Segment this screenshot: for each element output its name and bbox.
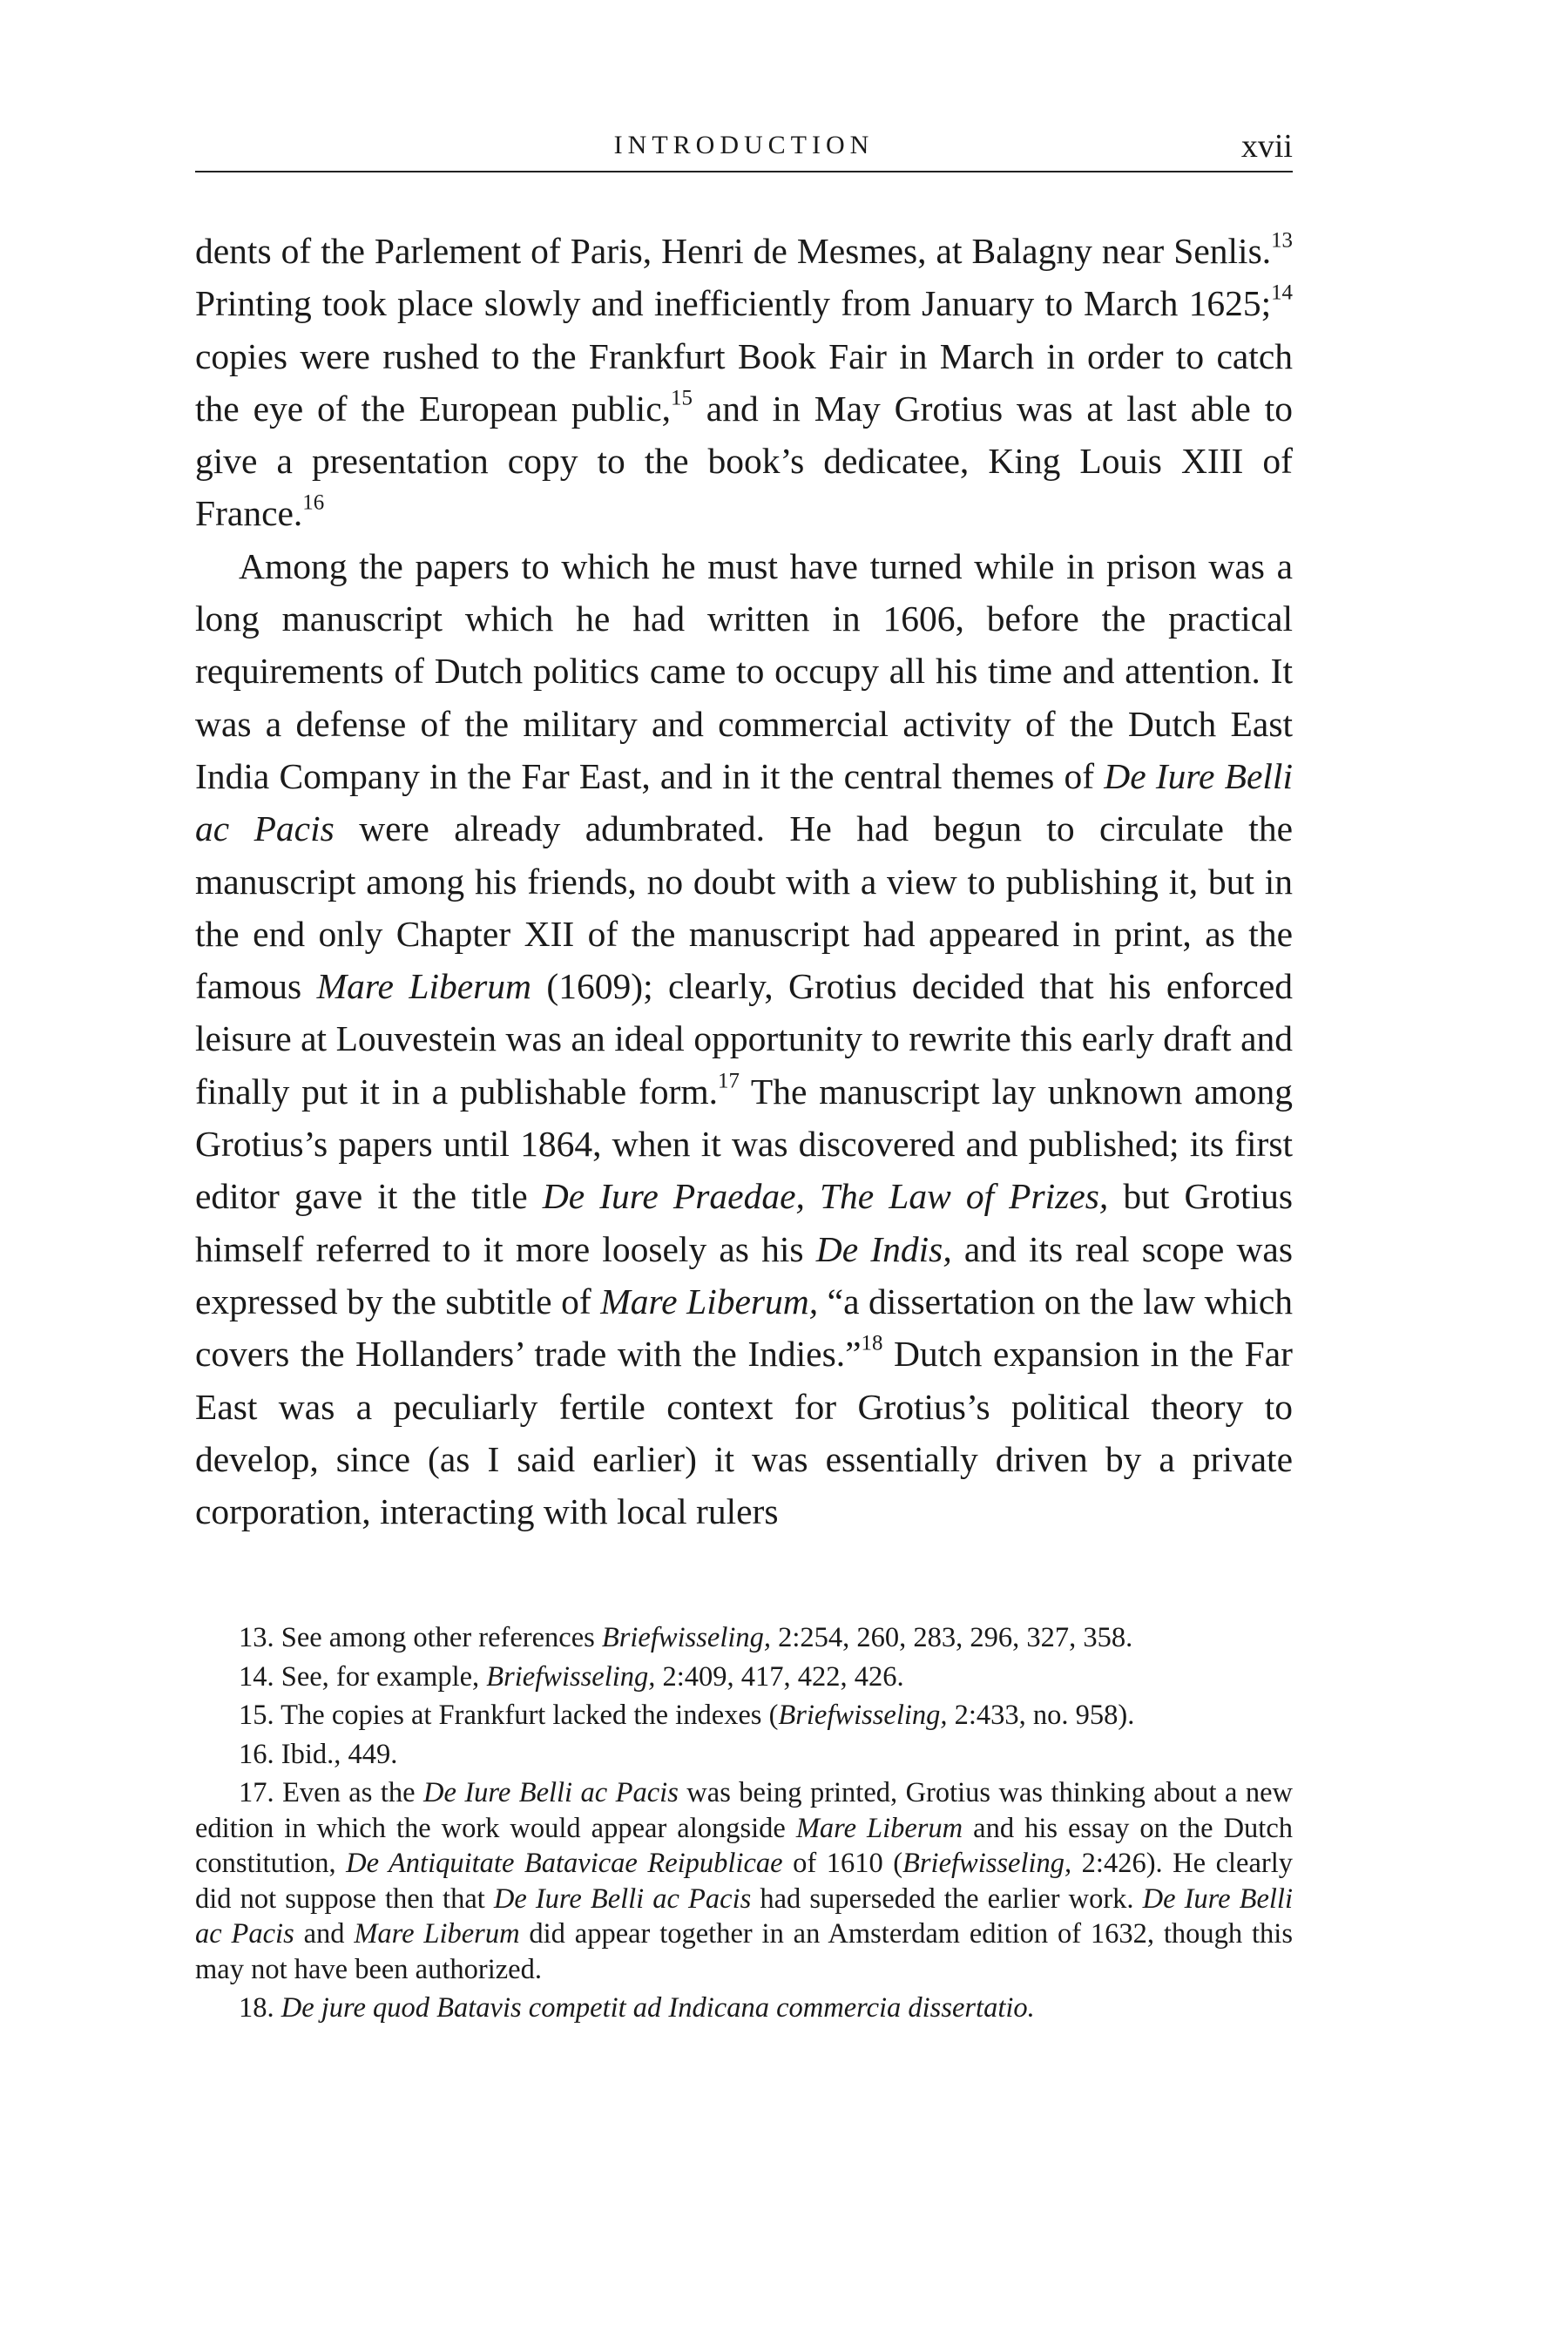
footnotes (195, 1620, 1293, 2030)
italic-title: Briefwisseling, (601, 1622, 772, 1653)
footnote-ref-18[interactable]: 18 (861, 1331, 883, 1355)
text-run: 17. Even as the (239, 1777, 423, 1808)
text-run: and his essay on the Dutch constitution, (195, 1812, 1293, 1879)
text-run: Printing took place slowly and inefficiently from January to March 1625; (195, 283, 1272, 324)
text-run: 2:409, 417, 422, 426. (655, 1660, 904, 1693)
italic-title: Briefwisseling, (778, 1700, 948, 1731)
italic-title: Mare Liberum (316, 966, 532, 1007)
text-run: 16. Ibid., 449. (239, 1738, 398, 1770)
text-run: 2:254, 260, 283, 296, 327, 358. (771, 1622, 1133, 1653)
footnote-ref-15[interactable]: 15 (671, 386, 693, 410)
italic-title: Briefwisseling, (902, 1848, 1072, 1879)
italic-title: De Iure Belli ac Pacis (493, 1882, 752, 1915)
italic-title: De Iure Praedae, The Law of Prizes, (542, 1176, 1109, 1217)
paragraph-1 (195, 225, 1293, 540)
text-run: and its real scope was expressed by the subtitle of (195, 1228, 1293, 1321)
text-run: 14. See, for example, (239, 1660, 487, 1693)
text-run: “a dissertation on the law which covers the Hollanders’ trade with the Indies.” (195, 1281, 1294, 1375)
text-run: 18. (239, 1992, 281, 2024)
footnote-ref-16[interactable]: 16 (302, 490, 325, 515)
main-text (195, 225, 1293, 1538)
text-run: was being printed, Grotius was thinking about a new edition in which the work would appear alongside (195, 1777, 1293, 1844)
text-run: copies were rushed to the Frankfurt Book Fair in March in order to catch the eye of the European public, (195, 335, 1293, 429)
text-run: (1609); clearly, Grotius decided that his enforced leisure at Louvestein was an ideal opportunity to rewrite this early draft and finally put it in a publishable form. (195, 966, 1294, 1112)
text-run: 2:433, no. 958). (947, 1700, 1135, 1731)
footnote-ref-14[interactable]: 14 (1271, 280, 1293, 305)
text-run: had superseded the earlier work. (751, 1882, 1143, 1915)
text-run: were already adumbrated. He had begun to circulate the manuscript among his friends, no doubt with a view to publishing it, but in the end only Chapter XII of the manuscript had appeared in print, as the famous (195, 808, 1293, 1007)
footnote-14 (195, 1659, 1293, 1695)
text-run: 15. The copies at Frankfurt lacked the indexes ( (239, 1700, 779, 1731)
text-run: did appear together in an Amsterdam edition of 1632, though this may not have been authorized. (195, 1918, 1293, 1985)
text-run: The manuscript lay unknown among Grotius’s papers until 1864, when it was discovered and published; its first editor gave it the title (195, 1071, 1293, 1217)
footnote-15 (195, 1698, 1293, 1734)
italic-title: De jure quod Batavis competit ad Indicana commercia dissertatio. (280, 1992, 1035, 2024)
italic-title: Mare Liberum, (600, 1281, 819, 1321)
italic-title: Mare Liberum (354, 1918, 520, 1950)
paragraph-2 (195, 540, 1293, 1538)
italic-title: De Iure Belli ac Pacis (195, 755, 1293, 849)
text-run: dents of the Parlement of Paris, Henri de Mesmes, at Balagny near Senlis. (195, 231, 1272, 271)
page-header (195, 129, 1293, 172)
text-run: Dutch expansion in the Far East was a peculiarly fertile context for Grotius’s political theory to develop, since (as I said earlier) it was essentially driven by a private corporation, interacting with local rulers (195, 1334, 1293, 1532)
page-number: xvii (1240, 128, 1293, 165)
text-run: and (294, 1918, 355, 1950)
italic-title: De Iure Belli ac Pacis (195, 1882, 1293, 1950)
italic-title: De Antiquitate Batavicae Reipublicae (346, 1848, 783, 1879)
text-run: but Grotius himself referred to it more loosely as his (195, 1176, 1293, 1269)
text-run: of 1610 ( (782, 1848, 903, 1879)
italic-title: Mare Liberum (795, 1812, 963, 1844)
footnote-17 (195, 1775, 1293, 1987)
text-run: 13. See among other references (239, 1622, 602, 1653)
text-run: 2:426). He clearly did not suppose then that (195, 1848, 1293, 1915)
italic-title: De Iure Belli ac Pacis (422, 1777, 679, 1808)
footnote-13 (195, 1620, 1293, 1656)
italic-title: Briefwisseling, (486, 1660, 656, 1693)
footnote-ref-13[interactable]: 13 (1271, 228, 1293, 253)
running-head: INTRODUCTION (613, 131, 875, 159)
italic-title: De Indis, (815, 1228, 952, 1269)
text-run: and in May Grotius was at last able to give a presentation copy to the book’s dedicatee, King Louis XIII of France. (195, 388, 1293, 534)
footnote-18 (195, 1990, 1293, 2026)
text-run: Among the papers to which he must have turned while in prison was a long manuscript which he had written in 1606, before the practical requirements of Dutch politics came to occupy all his time and attention. It was a defense of the military and commercial activity of the Dutch East India Company in the Far East, and in it the central themes of (195, 545, 1293, 796)
footnote-16 (195, 1737, 1293, 1773)
footnote-ref-17[interactable]: 17 (718, 1069, 740, 1093)
